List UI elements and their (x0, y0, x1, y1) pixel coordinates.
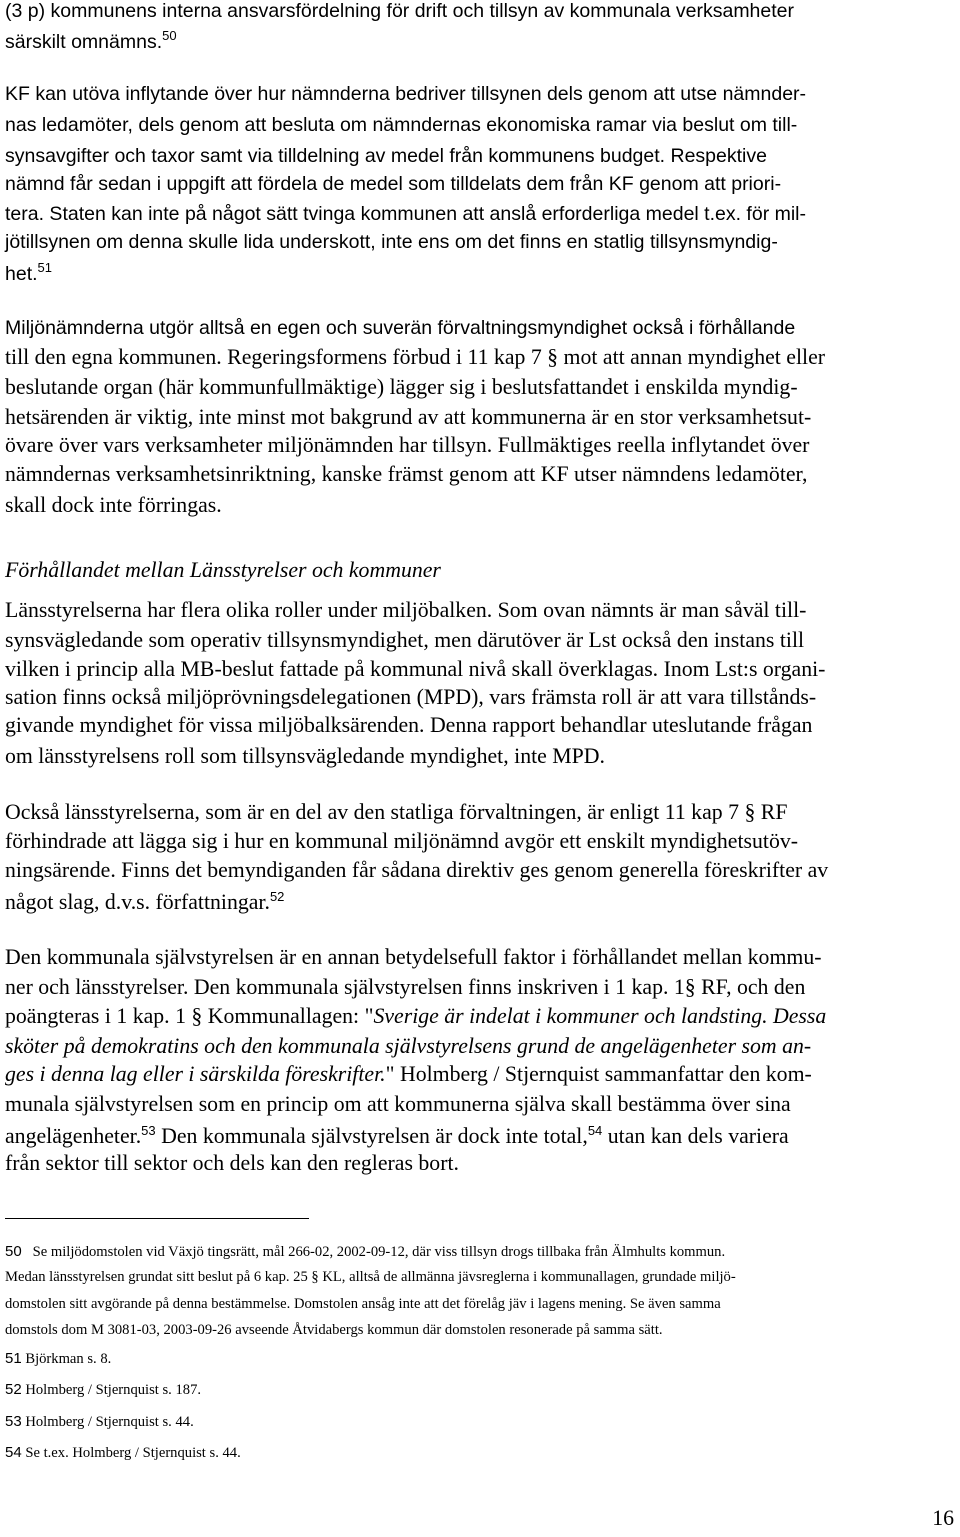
para-sjalv-line: angelägenheter.$^{53}$ Den kommunala självstyrelsen är dock inte total,$^{54}$ utan kan dels variera (5, 1123, 789, 1148)
footnote-number: 54 (5, 1444, 22, 1461)
intro-line-1: (3 p) kommunens interna ansvarsfördelning för drift och tillsyn av kommunala verksamheter (5, 0, 795, 22)
para-sjalv-line: sköter på demokratins och den kommunala självstyrelsens grund de angelägenheter som an- (5, 1034, 812, 1058)
para-lst-line: om länsstyrelsens roll som tillsynsvägledande myndighet, inte MPD. (5, 744, 605, 768)
para-miljo-line: till den egna kommunen. Regeringsformens förbud i 11 kap 7 § mot att annan myndighet eller (5, 345, 826, 369)
para-miljo-line: skall dock inte förringas. (5, 493, 222, 517)
para-kf-line: tera. Staten kan inte på något sätt tvinga kommunen att anslå erforderliga medel t.ex. för mil- (5, 203, 807, 225)
footnote-ref-50[interactable]: 50 (162, 28, 177, 43)
para-sjalv-line: poängteras i 1 kap. 1 § Kommunallagen: "Sverige är indelat i kommuner och landsting. Dessa (5, 1004, 827, 1028)
footnote-50-line: Medan länsstyrelsen grundat sitt beslut på 6 kap. 25 § KL, alltså de allmänna jävsreglerna i kommunallagen, grundade miljö- (5, 1269, 736, 1285)
footnote-50: 50 Se miljödomstolen vid Växjö tingsrätt, mål 266-02, 2002-09-12, där viss tillsyn drogs tillbaka från Älmhults kommun. (5, 1243, 726, 1260)
para-kf-line: nämnd får sedan i uppgift att fördela de medel som tilldelats dem från KF genom att priori- (5, 173, 782, 195)
para-sjalv-line: Den kommunala självstyrelsen är en annan betydelsefull faktor i förhållandet mellan kommu- (5, 945, 822, 969)
footnote-50-line: domstolen sitt avgörande på denna bestämmelse. Domstolen ansåg inte att det förelåg jäv i lagens mening. Se även samma (5, 1296, 721, 1312)
para-ocksa-line: Också länsstyrelserna, som är en del av den statliga förvaltningen, är enligt 11 kap 7 § RF (5, 800, 788, 824)
footnote-51: 51 Björkman s. 8. (5, 1350, 112, 1367)
para-kf-line: KF kan utöva inflytande över hur nämnderna bedriver tillsynen dels genom att utse nämnder- (5, 83, 807, 105)
page-number: 16 (932, 1506, 954, 1530)
para-ocksa-line: förhindrade att lägga sig i hur en kommunal miljönämnd avgör ett enskilt myndighetsutöv- (5, 829, 799, 853)
footnote-number: 50 (5, 1243, 22, 1260)
para-kf-line: jötillsynen om denna skulle lida underskott, inte ens om det finns en statlig tillsynsmyndig- (5, 231, 778, 253)
footnote-number: 52 (5, 1381, 22, 1398)
para-sjalv-line: från sektor till sektor och dels kan den regleras bort. (5, 1151, 459, 1175)
para-lst-line: synsvägledande som operativ tillsynsmyndighet, men därutöver är Lst också den instans till (5, 628, 805, 652)
footnote-54: 54 Se t.ex. Holmberg / Stjernquist s. 44. (5, 1444, 241, 1461)
para-kf-line: het.$^{51}$ (5, 260, 52, 285)
para-lst-line: Länsstyrelserna har flera olika roller under miljöbalken. Som ovan nämnts är man såväl till- (5, 598, 807, 622)
footnote-52: 52 Holmberg / Stjernquist s. 187. (5, 1381, 202, 1398)
footnote-ref-51[interactable]: 51 (37, 260, 52, 275)
para-miljo-line: Miljönämnderna utgör alltså en egen och suverän förvaltningsmyndighet också i förhållande (5, 317, 796, 339)
para-lst-line: vilken i princip alla MB-beslut fattade på kommunal nivå skall överklagas. Inom Lst:s organi- (5, 657, 826, 681)
para-miljo-line: övare över vars verksamheter miljönämnden har tillsyn. Fullmäktiges reella inflytandet över (5, 433, 810, 457)
para-sjalv-line: munala självstyrelsen som en princip om att kommunerna själva skall bestämma över sina (5, 1092, 791, 1116)
para-lst-line: givande myndighet för vissa miljöbalksärenden. Denna rapport behandlar uteslutande frågan (5, 713, 813, 737)
para-miljo-line: hetsärenden är viktig, inte minst mot bakgrund av att kommunerna är en stor verksamhetsut- (5, 405, 812, 429)
footnote-ref-54[interactable]: 54 (587, 1123, 603, 1138)
section-heading: Förhållandet mellan Länsstyrelser och kommuner (5, 558, 441, 582)
para-ocksa-line: något slag, d.v.s. författningar.$^{52}$ (5, 889, 285, 914)
footnote-ref-53[interactable]: 53 (141, 1123, 156, 1138)
footnote-number: 51 (5, 1350, 22, 1367)
para-miljo-line: beslutande organ (här kommunfullmäktige) lägger sig i beslutsfattandet i enskilda myndig- (5, 375, 798, 399)
footnote-50-line: domstols dom M 3081-03, 2003-09-26 avseende Åtvidabergs kommun där domstolen resonerade på samma sätt. (5, 1322, 663, 1338)
intro-line-2: särskilt omnämns.$^{50}$ (5, 28, 177, 53)
footnote-number: 53 (5, 1413, 22, 1430)
para-kf-line: synsavgifter och taxor samt via tilldelning av medel från kommunens budget. Respektive (5, 145, 767, 167)
footnote-53: 53 Holmberg / Stjernquist s. 44. (5, 1413, 194, 1430)
footnote-ref-52[interactable]: 52 (269, 889, 285, 904)
para-lst-line: sation finns också miljöprövningsdelegationen (MPD), vars främsta roll är att vara tillstånds- (5, 685, 817, 709)
para-sjalv-line: ner och länsstyrelser. Den kommunala självstyrelsen finns inskriven i 1 kap. 1§ RF, och den (5, 975, 806, 999)
para-sjalv-line: ges i denna lag eller i särskilda föreskrifter." Holmberg / Stjernquist sammanfattar den kom- (5, 1062, 812, 1086)
para-ocksa-line: ningsärende. Finns det bemyndiganden får sådana direktiv ges genom generella föreskrifter av (5, 858, 829, 882)
para-kf-line: nas ledamöter, dels genom att besluta om nämndernas ekonomiska ramar via beslut om till- (5, 114, 798, 136)
footnote-separator (5, 1218, 309, 1219)
para-miljo-line: nämndernas verksamhetsinriktning, kanske främst genom att KF utser nämndens ledamöter, (5, 462, 808, 486)
